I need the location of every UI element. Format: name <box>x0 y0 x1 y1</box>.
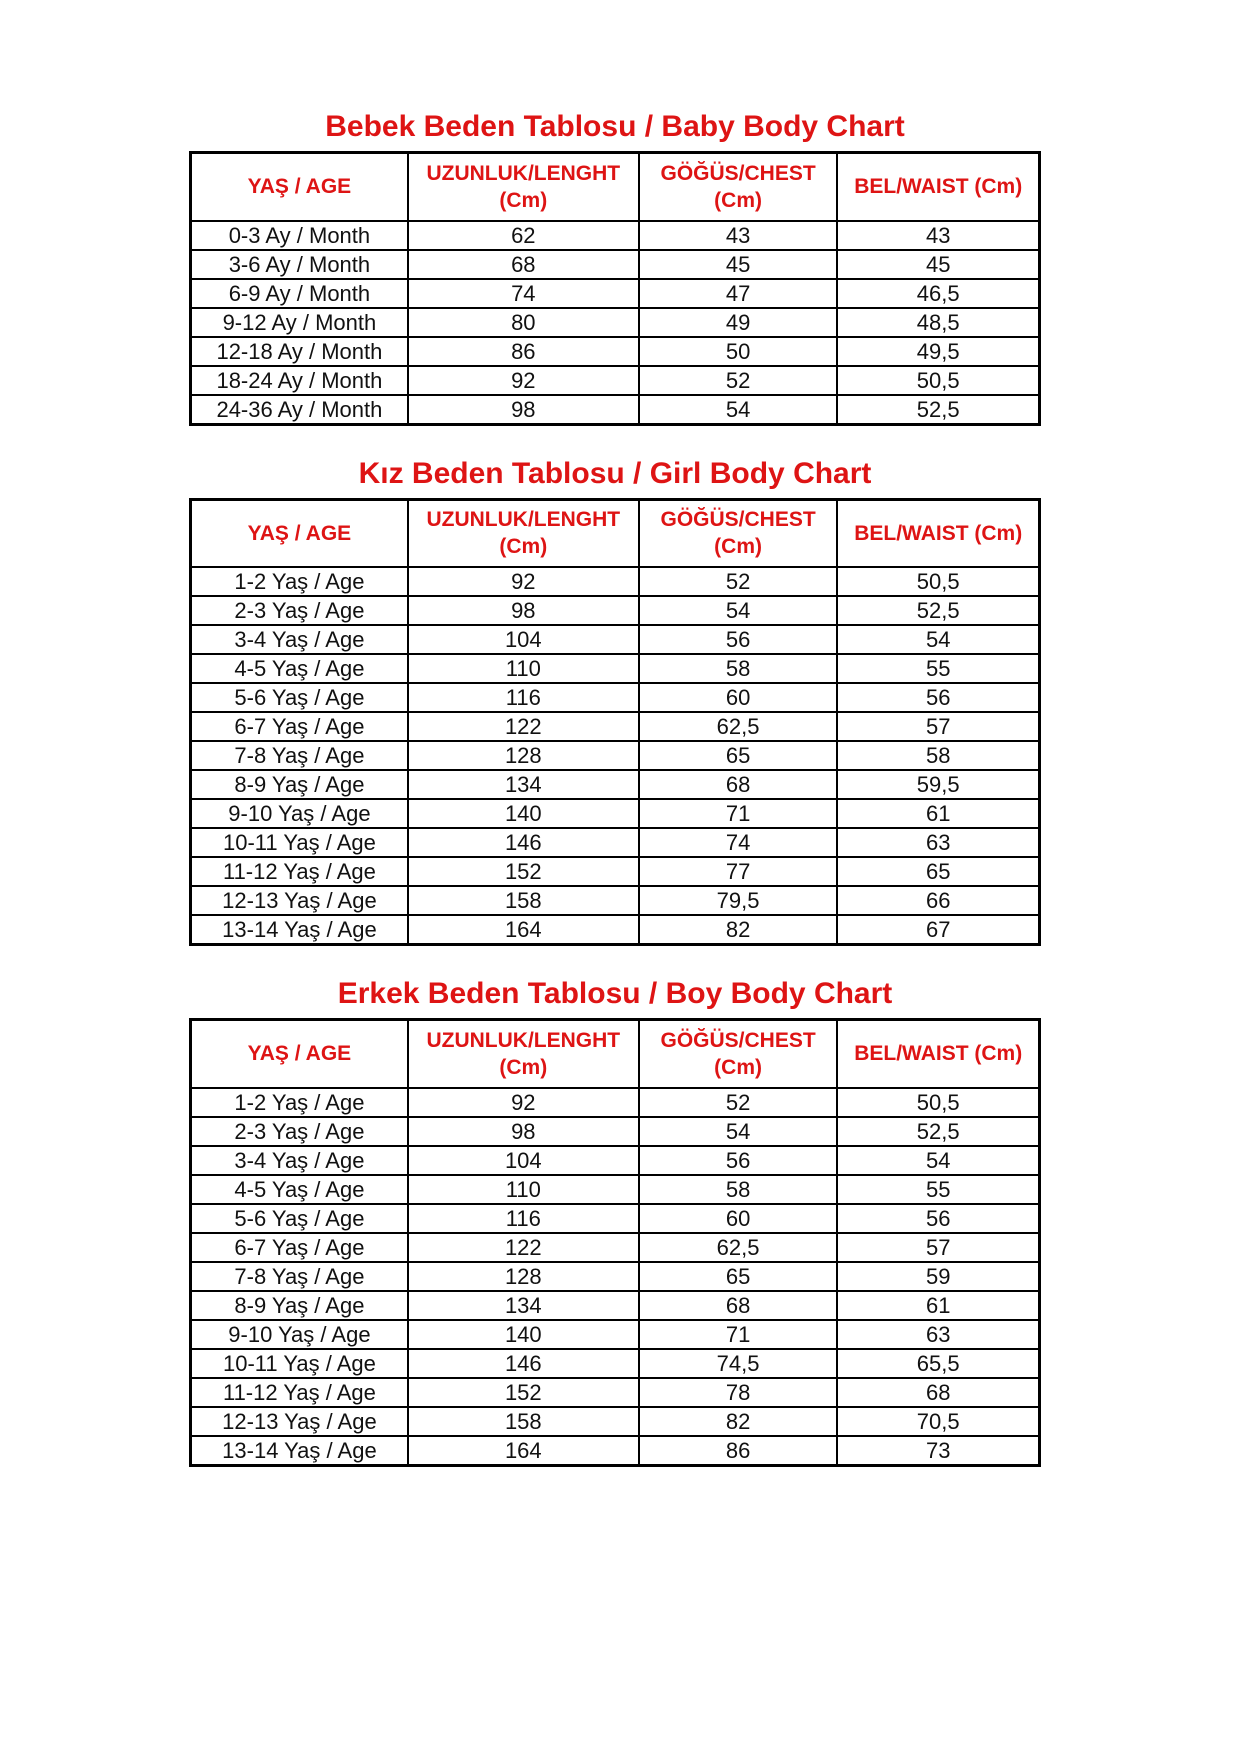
length-cell: 158 <box>408 886 639 915</box>
baby-size-chart-section <box>189 110 1041 426</box>
column-header-line1: BEL/WAIST (Cm) <box>854 521 1023 545</box>
length-cell: 134 <box>408 770 639 799</box>
boy-size-table <box>189 1018 1041 1467</box>
length-cell: 92 <box>408 366 639 395</box>
length-cell: 104 <box>408 1146 639 1175</box>
table-row <box>191 250 1040 279</box>
age-cell: 6-7 Yaş / Age <box>191 712 408 741</box>
column-header-age <box>191 499 408 567</box>
length-cell: 134 <box>408 1291 639 1320</box>
column-header-chest <box>639 499 838 567</box>
table-row <box>191 915 1040 945</box>
length-cell: 116 <box>408 1204 639 1233</box>
column-header-line1: UZUNLUK/LENGHT <box>426 161 621 185</box>
waist-cell: 50,5 <box>837 366 1039 395</box>
chest-cell: 52 <box>639 1088 838 1117</box>
chest-cell: 52 <box>639 366 838 395</box>
age-cell: 7-8 Yaş / Age <box>191 1262 408 1291</box>
column-header-line1: UZUNLUK/LENGHT <box>426 1028 621 1052</box>
boy-table-title: Erkek Beden Tablosu / Boy Body Chart <box>337 977 893 1010</box>
table-row <box>191 395 1040 425</box>
waist-cell: 65,5 <box>837 1349 1039 1378</box>
length-cell: 92 <box>408 1088 639 1117</box>
waist-cell: 52,5 <box>837 395 1039 425</box>
boy-size-chart-section <box>189 977 1041 1467</box>
waist-cell: 61 <box>837 799 1039 828</box>
chest-cell: 68 <box>639 770 838 799</box>
length-cell: 146 <box>408 1349 639 1378</box>
table-row <box>191 1378 1040 1407</box>
chest-cell: 86 <box>639 1436 838 1466</box>
length-cell: 122 <box>408 1233 639 1262</box>
age-cell: 10-11 Yaş / Age <box>191 828 408 857</box>
table-row <box>191 683 1040 712</box>
baby-table-title: Bebek Beden Tablosu / Baby Body Chart <box>325 110 905 143</box>
chest-cell: 43 <box>639 221 838 250</box>
waist-cell: 43 <box>837 221 1039 250</box>
age-cell: 4-5 Yaş / Age <box>191 1175 408 1204</box>
length-cell: 146 <box>408 828 639 857</box>
chest-cell: 71 <box>639 799 838 828</box>
table-row <box>191 770 1040 799</box>
age-cell: 0-3 Ay / Month <box>191 221 408 250</box>
age-cell: 1-2 Yaş / Age <box>191 1088 408 1117</box>
waist-cell: 54 <box>837 625 1039 654</box>
waist-cell: 66 <box>837 886 1039 915</box>
age-cell: 9-12 Ay / Month <box>191 308 408 337</box>
table-row <box>191 741 1040 770</box>
chest-cell: 56 <box>639 1146 838 1175</box>
table-row <box>191 308 1040 337</box>
age-cell: 12-18 Ay / Month <box>191 337 408 366</box>
header-row <box>191 153 1040 221</box>
table-row <box>191 1320 1040 1349</box>
age-cell: 13-14 Yaş / Age <box>191 915 408 945</box>
chest-cell: 52 <box>639 567 838 596</box>
column-header-chest <box>639 1020 838 1088</box>
table-row <box>191 1088 1040 1117</box>
column-header-line1: YAŞ / AGE <box>247 521 352 545</box>
waist-cell: 59 <box>837 1262 1039 1291</box>
waist-cell: 73 <box>837 1436 1039 1466</box>
length-cell: 80 <box>408 308 639 337</box>
table-row <box>191 1146 1040 1175</box>
chest-cell: 68 <box>639 1291 838 1320</box>
chest-cell: 56 <box>639 625 838 654</box>
column-header-line1: GÖĞÜS/CHEST <box>660 161 816 185</box>
waist-cell: 63 <box>837 1320 1039 1349</box>
girl-table-title: Kız Beden Tablosu / Girl Body Chart <box>358 456 872 490</box>
table-row <box>191 1175 1040 1204</box>
age-cell: 8-9 Yaş / Age <box>191 770 408 799</box>
age-cell: 3-6 Ay / Month <box>191 250 408 279</box>
age-cell: 10-11 Yaş / Age <box>191 1349 408 1378</box>
column-header-age <box>191 153 408 221</box>
length-cell: 98 <box>408 395 639 425</box>
age-cell: 9-10 Yaş / Age <box>191 1320 408 1349</box>
table-row <box>191 366 1040 395</box>
waist-cell: 58 <box>837 741 1039 770</box>
column-header-line2: (Cm) <box>499 535 548 559</box>
waist-cell: 56 <box>837 683 1039 712</box>
chest-cell: 49 <box>639 308 838 337</box>
length-cell: 98 <box>408 1117 639 1146</box>
chest-cell: 78 <box>639 1378 838 1407</box>
chest-cell: 62,5 <box>639 1233 838 1262</box>
length-cell: 140 <box>408 1320 639 1349</box>
table-row <box>191 799 1040 828</box>
length-cell: 110 <box>408 654 639 683</box>
table-row <box>191 221 1040 250</box>
table-row <box>191 1204 1040 1233</box>
waist-cell: 45 <box>837 250 1039 279</box>
waist-cell: 52,5 <box>837 1117 1039 1146</box>
chest-cell: 62,5 <box>639 712 838 741</box>
length-cell: 122 <box>408 712 639 741</box>
chest-cell: 65 <box>639 741 838 770</box>
length-cell: 158 <box>408 1407 639 1436</box>
waist-cell: 67 <box>837 915 1039 945</box>
chest-cell: 54 <box>639 596 838 625</box>
table-row <box>191 279 1040 308</box>
waist-cell: 48,5 <box>837 308 1039 337</box>
document-page <box>189 110 1041 1467</box>
table-row <box>191 1233 1040 1262</box>
table-row <box>191 1262 1040 1291</box>
waist-cell: 46,5 <box>837 279 1039 308</box>
waist-cell: 61 <box>837 1291 1039 1320</box>
column-header-line2: (Cm) <box>714 1055 762 1079</box>
girl-size-table <box>189 498 1041 947</box>
chest-cell: 45 <box>639 250 838 279</box>
length-cell: 164 <box>408 1436 639 1466</box>
age-cell: 7-8 Yaş / Age <box>191 741 408 770</box>
length-cell: 152 <box>408 857 639 886</box>
length-cell: 104 <box>408 625 639 654</box>
length-cell: 140 <box>408 799 639 828</box>
column-header-length <box>408 499 639 567</box>
table-row <box>191 886 1040 915</box>
waist-cell: 63 <box>837 828 1039 857</box>
table-row <box>191 828 1040 857</box>
column-header-length <box>408 153 639 221</box>
chest-cell: 58 <box>639 1175 838 1204</box>
header-row <box>191 1020 1040 1088</box>
age-cell: 5-6 Yaş / Age <box>191 683 408 712</box>
table-row <box>191 1349 1040 1378</box>
length-cell: 128 <box>408 1262 639 1291</box>
girl-size-chart-section <box>189 457 1041 947</box>
age-cell: 24-36 Ay / Month <box>191 395 408 425</box>
chest-cell: 74 <box>639 828 838 857</box>
chest-cell: 71 <box>639 1320 838 1349</box>
table-row <box>191 596 1040 625</box>
length-cell: 152 <box>408 1378 639 1407</box>
length-cell: 86 <box>408 337 639 366</box>
age-cell: 4-5 Yaş / Age <box>191 654 408 683</box>
chest-cell: 82 <box>639 1407 838 1436</box>
age-cell: 11-12 Yaş / Age <box>191 857 408 886</box>
waist-cell: 68 <box>837 1378 1039 1407</box>
table-row <box>191 567 1040 596</box>
age-cell: 13-14 Yaş / Age <box>191 1436 408 1466</box>
age-cell: 3-4 Yaş / Age <box>191 625 408 654</box>
waist-cell: 56 <box>837 1204 1039 1233</box>
table-row <box>191 625 1040 654</box>
table-row <box>191 1291 1040 1320</box>
chest-cell: 54 <box>639 395 838 425</box>
age-cell: 5-6 Yaş / Age <box>191 1204 408 1233</box>
column-header-age <box>191 1020 408 1088</box>
header-row <box>191 499 1040 567</box>
chest-cell: 65 <box>639 1262 838 1291</box>
column-header-line1: GÖĞÜS/CHEST <box>660 1028 816 1052</box>
chest-cell: 74,5 <box>639 1349 838 1378</box>
waist-cell: 50,5 <box>837 1088 1039 1117</box>
waist-cell: 70,5 <box>837 1407 1039 1436</box>
column-header-waist <box>837 499 1039 567</box>
column-header-chest <box>639 153 838 221</box>
length-cell: 92 <box>408 567 639 596</box>
waist-cell: 55 <box>837 1175 1039 1204</box>
table-row <box>191 654 1040 683</box>
chest-cell: 54 <box>639 1117 838 1146</box>
age-cell: 12-13 Yaş / Age <box>191 1407 408 1436</box>
table-row <box>191 1436 1040 1466</box>
column-header-line1: YAŞ / AGE <box>247 1042 352 1066</box>
waist-cell: 59,5 <box>837 770 1039 799</box>
column-header-line1: BEL/WAIST (Cm) <box>854 1042 1023 1066</box>
length-cell: 128 <box>408 741 639 770</box>
waist-cell: 54 <box>837 1146 1039 1175</box>
table-row <box>191 1117 1040 1146</box>
chest-cell: 47 <box>639 279 838 308</box>
age-cell: 18-24 Ay / Month <box>191 366 408 395</box>
length-cell: 164 <box>408 915 639 945</box>
column-header-line1: UZUNLUK/LENGHT <box>426 508 621 532</box>
length-cell: 98 <box>408 596 639 625</box>
age-cell: 2-3 Yaş / Age <box>191 1117 408 1146</box>
age-cell: 3-4 Yaş / Age <box>191 1146 408 1175</box>
chest-cell: 79,5 <box>639 886 838 915</box>
waist-cell: 57 <box>837 1233 1039 1262</box>
length-cell: 62 <box>408 221 639 250</box>
column-header-waist <box>837 153 1039 221</box>
age-cell: 8-9 Yaş / Age <box>191 1291 408 1320</box>
chest-cell: 77 <box>639 857 838 886</box>
age-cell: 2-3 Yaş / Age <box>191 596 408 625</box>
age-cell: 11-12 Yaş / Age <box>191 1378 408 1407</box>
column-header-line1: YAŞ / AGE <box>247 175 352 199</box>
age-cell: 6-7 Yaş / Age <box>191 1233 408 1262</box>
length-cell: 68 <box>408 250 639 279</box>
length-cell: 110 <box>408 1175 639 1204</box>
age-cell: 6-9 Ay / Month <box>191 279 408 308</box>
column-header-line1: GÖĞÜS/CHEST <box>660 508 816 532</box>
waist-cell: 57 <box>837 712 1039 741</box>
column-header-line2: (Cm) <box>714 188 762 212</box>
chest-cell: 60 <box>639 1204 838 1233</box>
age-cell: 12-13 Yaş / Age <box>191 886 408 915</box>
age-cell: 9-10 Yaş / Age <box>191 799 408 828</box>
waist-cell: 49,5 <box>837 337 1039 366</box>
table-row <box>191 1407 1040 1436</box>
table-row <box>191 337 1040 366</box>
waist-cell: 65 <box>837 857 1039 886</box>
baby-size-table <box>189 151 1041 426</box>
column-header-line1: BEL/WAIST (Cm) <box>854 175 1023 199</box>
column-header-waist <box>837 1020 1039 1088</box>
column-header-line2: (Cm) <box>714 535 762 559</box>
length-cell: 74 <box>408 279 639 308</box>
column-header-line2: (Cm) <box>499 1055 548 1079</box>
table-row <box>191 857 1040 886</box>
waist-cell: 52,5 <box>837 596 1039 625</box>
column-header-line2: (Cm) <box>499 188 548 212</box>
chest-cell: 60 <box>639 683 838 712</box>
waist-cell: 55 <box>837 654 1039 683</box>
column-header-length <box>408 1020 639 1088</box>
age-cell: 1-2 Yaş / Age <box>191 567 408 596</box>
chest-cell: 58 <box>639 654 838 683</box>
length-cell: 116 <box>408 683 639 712</box>
chest-cell: 82 <box>639 915 838 945</box>
waist-cell: 50,5 <box>837 567 1039 596</box>
chest-cell: 50 <box>639 337 838 366</box>
table-row <box>191 712 1040 741</box>
